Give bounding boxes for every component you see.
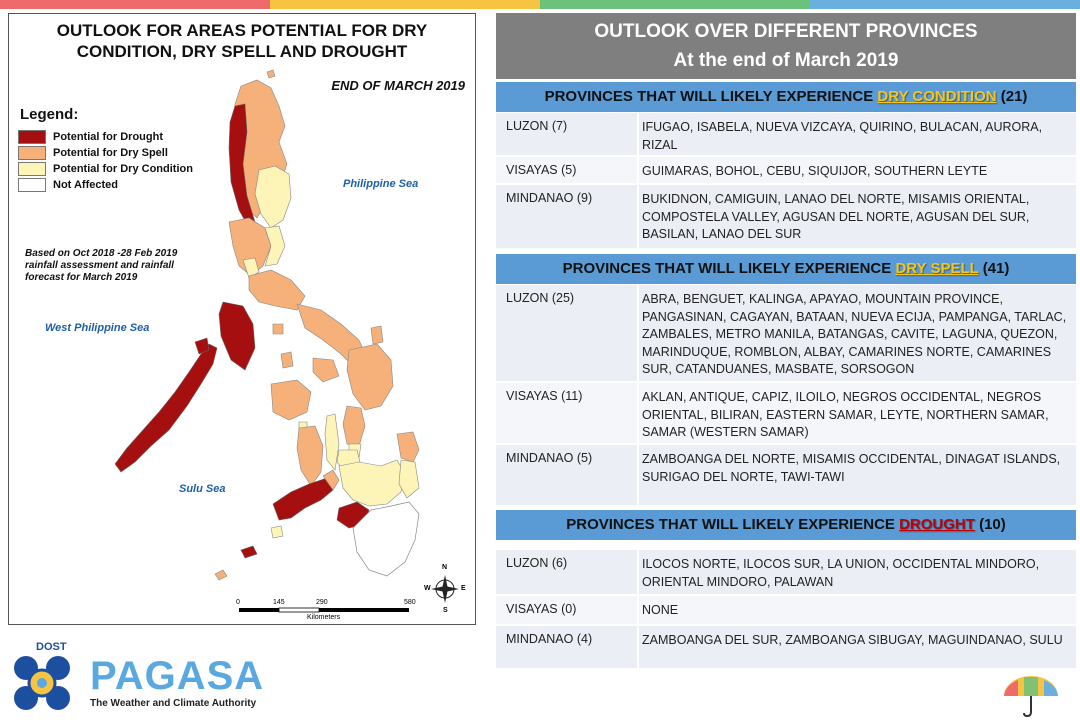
- compass-e: E: [461, 585, 466, 592]
- outlook-header-line2: At the end of March 2019: [673, 50, 899, 71]
- top-bar-blue: [810, 0, 1080, 9]
- outlook-header: [496, 13, 1076, 79]
- umbrella-icon: [1000, 672, 1062, 718]
- section-header-drought: [496, 510, 1076, 540]
- scale-tick-145: 145: [273, 599, 285, 606]
- legend-item-dry-spell: [18, 145, 193, 161]
- table-row: [496, 185, 1076, 250]
- legend-title: Legend:: [20, 106, 79, 123]
- map-region-catanduanes: [371, 326, 383, 344]
- column-divider: [637, 285, 639, 381]
- section-count: (41): [978, 260, 1010, 277]
- province-list: IFUGAO, ISABELA, NUEVA VIZCAYA, QUIRINO, BULACAN, AURORA, RIZAL: [642, 120, 1043, 152]
- map-region-romblon: [281, 352, 293, 368]
- province-list: ILOCOS NORTE, ILOCOS SUR, LA UNION, OCCIDENTAL MINDORO, ORIENTAL MINDORO, PALAWAN: [642, 557, 1040, 589]
- table-row: [496, 596, 1076, 626]
- province-list: NONE: [642, 603, 679, 617]
- table-row: [496, 113, 1076, 157]
- philippines-map: [9, 14, 475, 624]
- region-label: MINDANAO (9): [506, 191, 593, 205]
- section-count: (21): [996, 88, 1028, 105]
- column-divider: [637, 113, 639, 155]
- column-divider: [637, 445, 639, 505]
- legend-item-drought: [18, 129, 193, 145]
- section-keyword-dry-condition: DRY CONDITION: [877, 88, 997, 105]
- province-list: GUIMARAS, BOHOL, CEBU, SIQUIJOR, SOUTHERN LEYTE: [642, 164, 988, 178]
- region-label: VISAYAS (0): [506, 602, 577, 616]
- map-subtitle: END OF MARCH 2019: [331, 78, 465, 93]
- column-divider: [637, 157, 639, 183]
- region-label: MINDANAO (5): [506, 451, 593, 465]
- map-region-palawan-drought: [115, 344, 217, 472]
- section-header-dry-condition: [496, 82, 1076, 112]
- table-row: [496, 550, 1076, 596]
- column-divider: [637, 185, 639, 248]
- map-region-tawi-tawi: [215, 570, 227, 580]
- map-region-panay: [271, 380, 311, 420]
- region-label: VISAYAS (5): [506, 163, 577, 177]
- top-bar-red: [0, 0, 270, 9]
- compass-s: S: [443, 607, 448, 614]
- map-region-calabarzon: [249, 270, 305, 310]
- legend-swatch-not-affected: [18, 178, 46, 192]
- table-row: [496, 157, 1076, 185]
- scale-bar: [239, 608, 409, 612]
- province-list: AKLAN, ANTIQUE, CAPIZ, ILOILO, NEGROS OCCIDENTAL, NEGROS ORIENTAL, BILIRAN, EASTERN SAMAR, LEYTE, NORTHERN SAMAR, SAMAR (WESTERN SAMAR): [642, 390, 1049, 439]
- section-header-dry-spell: [496, 254, 1076, 284]
- province-list: BUKIDNON, CAMIGUIN, LANAO DEL NORTE, MISAMIS ORIENTAL, COMPOSTELA VALLEY, AGUSAN DEL NORTE, AGUSAN DEL SUR, BASILAN, LANAO DEL SUR: [642, 192, 1030, 241]
- map-region-basilan: [271, 526, 283, 538]
- map-region-samar: [347, 344, 393, 410]
- map-title-line1: OUTLOOK FOR AREAS POTENTIAL FOR DRY: [56, 21, 428, 40]
- region-label: VISAYAS (11): [506, 389, 583, 403]
- top-color-bar: [0, 0, 1080, 9]
- legend-swatch-drought: [18, 130, 46, 144]
- table-row: [496, 445, 1076, 507]
- top-bar-green: [540, 0, 810, 9]
- section-prefix: PROVINCES THAT WILL LIKELY EXPERIENCE: [544, 88, 878, 105]
- pagasa-logo: [12, 640, 272, 716]
- legend-swatch-dry-spell: [18, 146, 46, 160]
- region-label: MINDANAO (4): [506, 632, 593, 646]
- province-list: ZAMBOANGA DEL SUR, ZAMBOANGA SIBUGAY, MAGUINDANAO, SULU: [642, 633, 1063, 647]
- rainfall-note: Based on Oct 2018 -28 Feb 2019 rainfall assessment and rainfall forecast for March 2019: [25, 248, 178, 283]
- outlook-header-line1: OUTLOOK OVER DIFFERENT PROVINCES: [594, 21, 978, 42]
- region-label: LUZON (25): [506, 291, 575, 305]
- legend-item-dry-condition: [18, 161, 193, 177]
- legend-label-not-affected: Not Affected: [53, 179, 118, 191]
- column-divider: [637, 383, 639, 443]
- map-region-mindoro-drought: [219, 302, 255, 370]
- scale-tick-580: 580: [404, 599, 416, 606]
- legend-label-dry-spell: Potential for Dry Spell: [53, 147, 168, 159]
- sea-label-philippine: Philippine Sea: [343, 178, 419, 190]
- map-region-leyte: [343, 406, 365, 446]
- sea-label-sulu: Sulu Sea: [179, 483, 226, 495]
- section-keyword-dry-spell: DRY SPELL: [895, 260, 979, 277]
- compass-rose-icon: [431, 575, 459, 603]
- map-region-marinduque: [273, 324, 283, 334]
- legend-item-not-affected: [18, 177, 193, 193]
- column-divider: [637, 550, 639, 594]
- legend-label-drought: Potential for Drought: [53, 131, 163, 143]
- scale-tick-0: 0: [236, 599, 240, 606]
- legend: [18, 129, 193, 193]
- region-label: LUZON (6): [506, 556, 568, 570]
- table-row: [496, 626, 1076, 670]
- compass-n: N: [442, 564, 448, 571]
- map-region-sulu-drought: [241, 546, 257, 558]
- section-prefix: PROVINCES THAT WILL LIKELY EXPERIENCE: [562, 260, 896, 277]
- map-region-northern-mindanao: [339, 460, 405, 506]
- column-divider: [637, 596, 639, 624]
- section-count: (10): [974, 516, 1006, 533]
- map-region-agusan: [399, 460, 419, 498]
- map-title: [9, 20, 475, 62]
- map-title-line2: CONDITION, DRY SPELL AND DROUGHT: [76, 42, 408, 61]
- logo-dost: DOST: [36, 641, 67, 653]
- pagasa-emblem-icon: [12, 654, 76, 712]
- column-divider: [637, 626, 639, 668]
- map-panel: [8, 13, 476, 625]
- section-prefix: PROVINCES THAT WILL LIKELY EXPERIENCE: [566, 516, 900, 533]
- sea-label-west-philippine: West Philippine Sea: [45, 322, 150, 334]
- top-bar-yellow: [270, 0, 540, 9]
- map-region-cagayan-valley: [255, 166, 291, 228]
- province-list: ABRA, BENGUET, KALINGA, APAYAO, MOUNTAIN PROVINCE, PANGASINAN, CAGAYAN, BATAAN, NUEVA ECIJA, PAMPANGA, TARLAC, ZAMBALES, METRO MANILA, BATANGAS, CAVITE, LAGUNA, QUEZON, MARINDUQUE, ROMBLON, ALBAY, CAMARINES NORTE, CAMARINES SUR, CATANDUANES, MASBATE, SORSOGON: [642, 292, 1067, 376]
- map-region-negros: [297, 426, 323, 486]
- table-row: [496, 285, 1076, 383]
- legend-swatch-dry-condition: [18, 162, 46, 176]
- province-list: ZAMBOANGA DEL NORTE, MISAMIS OCCIDENTAL, DINAGAT ISLANDS, SURIGAO DEL NORTE, TAWI-TAWI: [642, 452, 1061, 484]
- scale-unit: Kilometers: [307, 614, 341, 621]
- scale-tick-290: 290: [316, 599, 328, 606]
- section-keyword-drought: DROUGHT: [899, 516, 975, 533]
- logo-tagline: The Weather and Climate Authority: [90, 698, 257, 709]
- region-label: LUZON (7): [506, 119, 568, 133]
- map-region-babuyan: [267, 70, 275, 78]
- compass-w: W: [424, 585, 431, 592]
- map-region-surigao: [397, 432, 419, 462]
- legend-label-dry-condition: Potential for Dry Condition: [53, 163, 193, 175]
- table-row: [496, 383, 1076, 445]
- map-region-zamboanga-peninsula-drought: [273, 478, 333, 520]
- logo-pagasa: PAGASA: [90, 654, 265, 698]
- map-region-masbate: [313, 358, 339, 382]
